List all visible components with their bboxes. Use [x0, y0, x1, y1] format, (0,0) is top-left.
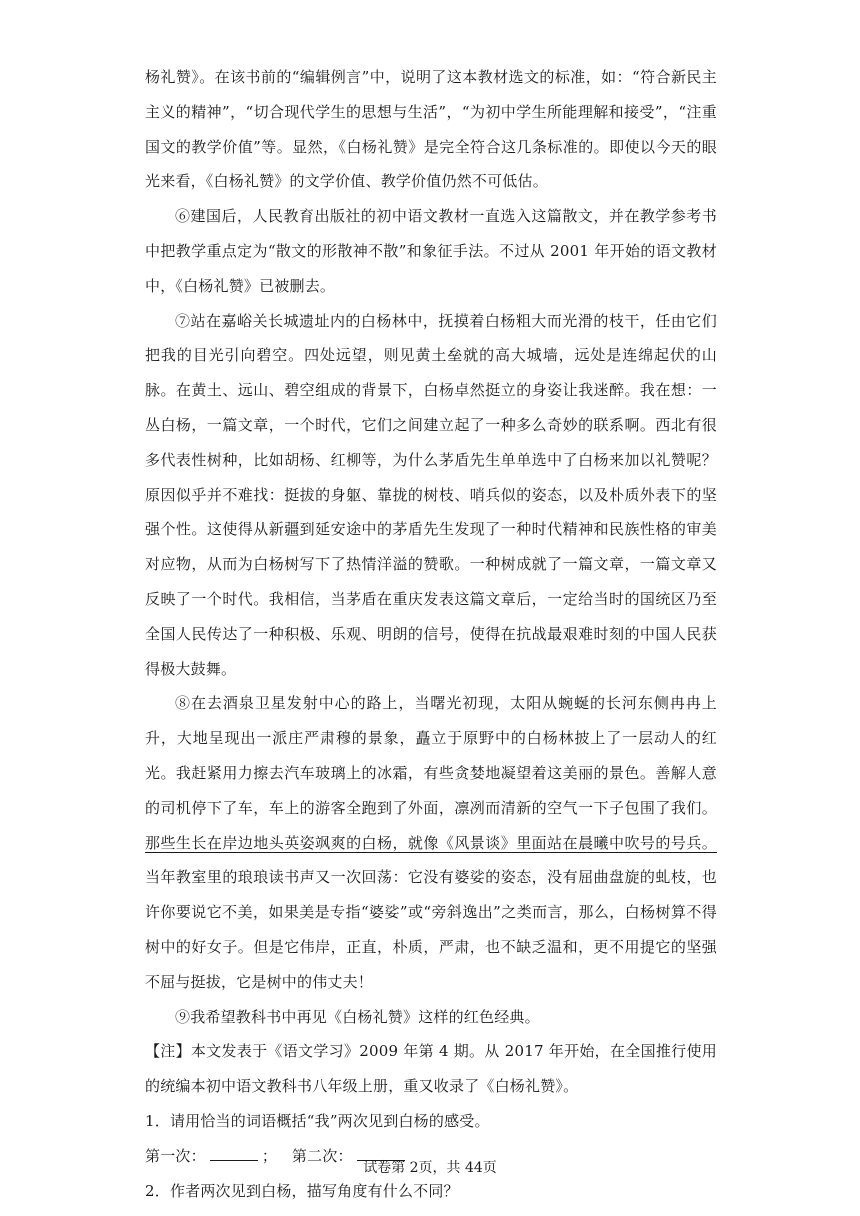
paragraph-8-part-b: 当年教室里的琅琅读书声又一次回荡：它没有婆娑的姿态，没有屈曲盘旋的虬枝，也许你要说它不美，如果美是专指“婆娑”或“旁斜逸出”之类而言，那么，白杨树算不得树中的好女子。但是它伟岸，正直，朴质，严肃，也不缺乏温和，更不用提它的坚强不屈与挺拔，它是树中的伟丈夫！: [145, 868, 717, 991]
question-2: 2．作者两次见到白杨，描写角度有什么不同？: [145, 1181, 459, 1200]
first-time-label: 第一次：: [145, 1146, 206, 1165]
page-footer: 试卷第 2页，共 44页: [363, 1160, 497, 1176]
paragraph-continued: 杨礼赞》。在该书前的“编辑例言”中，说明了这本教材选文的标准，如：“符合新民主主义的精神”，“切合现代学生的思想与生活”，“为初中学生所能理解和接受”，“注重国文的教学价值”等。显然，《白杨礼赞》是完全符合这几条标准的。即使以今天的眼光来看，《白杨礼赞》的文学价值、教学价值仍然不可低估。: [145, 68, 717, 191]
underlined-sentence: 那些生长在岸边地头英姿飒爽的白杨，就像《风景谈》里面站在晨曦中吹号的号兵。: [145, 833, 717, 852]
note: 【注】本文发表于《语文学习》2009 年第 4 期。从 2017 年开始，在全国推行使用的统编本初中语文教科书八年级上册，重又收录了《白杨礼赞》。: [145, 1042, 717, 1096]
paragraph-8: [145, 686, 717, 999]
paragraph-9: ⑨我希望教科书中再见《白杨礼赞》这样的红色经典。: [175, 1007, 540, 1026]
question-1: 1．请用恰当的词语概括“我”两次见到白杨的感受。: [145, 1111, 490, 1130]
paragraph-8-part-a: ⑧在去酒泉卫星发射中心的路上，当曙光初现，太阳从蜿蜒的长河东侧冉冉上升，大地呈现出一派庄严肃穆的景象，矗立于原野中的白杨林披上了一层动人的红光。我赶紧用力擦去汽车玻璃上的冰霜，有些贪婪地凝望着这美丽的景色。善解人意的司机停下了车，车上的游客全跑到了外面，凛冽而清新的空气一下子包围了我们。: [145, 694, 717, 817]
paragraph-7: ⑦站在嘉峪关长城遗址内的白杨林中，抚摸着白杨粗大而光滑的枝干，任由它们把我的目光引向碧空。四处远望，则见黄土垒就的高大城墙，远处是连绵起伏的山脉。在黄土、远山、碧空组成的背景下，白杨卓然挺立的身姿让我迷醉。我在想：一丛白杨，一篇文章，一个时代，它们之间建立起了一种多么奇妙的联系啊。西北有很多代表性树种，比如胡杨、红柳等，为什么茅盾先生单单选中了白杨来加以礼赞呢？原因似乎并不难找：挺拔的身躯、靠拢的树枝、哨兵似的姿态，以及朴质外表下的坚强个性。这使得从新疆到延安途中的茅盾先生发现了一种时代精神和民族性格的审美对应物，从而为白杨树写下了热情洋溢的赞歌。一种树成就了一篇文章，一篇文章又反映了一个时代。我相信，当茅盾在重庆发表这篇文章后，一定给当时的国统区乃至全国人民传达了一种积极、乐观、明朗的信号，使得在抗战最艰难时刻的中国人民获得极大鼓舞。: [145, 311, 717, 678]
second-time-label: 第二次：: [291, 1146, 353, 1165]
paragraph-6: ⑥建国后，人民教育出版社的初中语文教材一直选入这篇散文，并在教学参考书中把教学重点定为“散文的形散神不散”和象征手法。不过从 2001 年开始的语文教材中，《白杨礼赞》已被删去。: [145, 207, 717, 295]
separator: ；: [261, 1146, 278, 1165]
